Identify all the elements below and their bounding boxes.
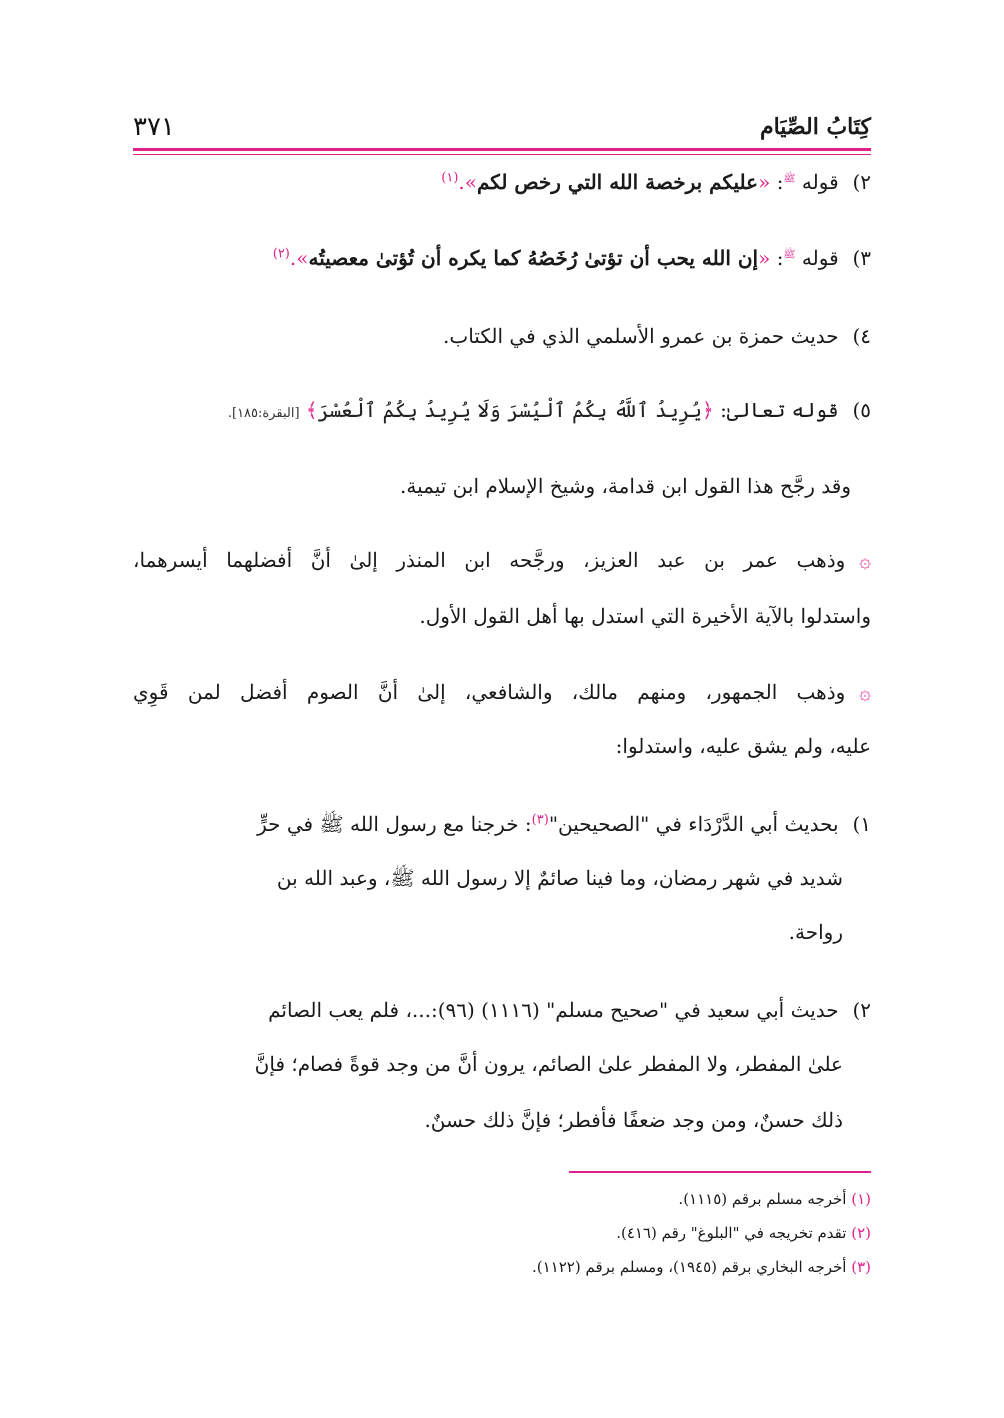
- colon: :: [776, 170, 784, 194]
- footnote-3: [532, 1258, 871, 1276]
- quote-open: «: [758, 170, 771, 194]
- line-text: حديث أبي سعيد في "صحيح مسلم" (١١١٦) (٩٦):...، فلم يعب الصائم: [268, 998, 839, 1022]
- footnote-ref: (٢): [272, 246, 290, 262]
- item-lead: قوله: [801, 170, 839, 194]
- header-rule-thick: [133, 148, 871, 151]
- list-item-4: [443, 324, 871, 348]
- item-number: ٣): [852, 246, 871, 270]
- list-item-2: [441, 170, 871, 194]
- item-number: ٥): [852, 398, 871, 422]
- paragraph-majority-line1: [133, 680, 871, 704]
- evidence-2-line1: [268, 998, 871, 1022]
- paragraph-second-view-line1: [133, 548, 871, 572]
- colon: :: [776, 246, 784, 270]
- footnote-separator: [569, 1171, 871, 1173]
- footnote-1: [678, 1190, 871, 1208]
- paragraph-preference: وقد رجَّح هذا القول ابن قدامة، وشيخ الإسلام ابن تيمية.: [400, 474, 851, 498]
- quote-close: ».: [458, 170, 477, 194]
- item-text: حديث حمزة بن عمرو الأسلمي الذي في الكتاب.: [443, 324, 839, 348]
- line-text: : خرجنا مع رسول الله ﷺ في حرٍّ: [257, 812, 532, 836]
- item-number: ٢): [852, 998, 871, 1022]
- quran-verse: يُرِيدُ ٱللَّهُ بِكُمُ ٱلْيُسْرَ وَلَا يُرِيدُ بِكُمُ ٱلْعُسْرَ: [317, 398, 702, 422]
- ornament-bullet-icon: ۞: [859, 680, 871, 704]
- quran-bracket-open: ﴿: [701, 398, 714, 422]
- book-title: كِتَابُ الصِّيَام: [759, 114, 871, 140]
- footnote-number: (٢): [851, 1224, 871, 1242]
- hadith-text: إن الله يحب أن تؤتىٰ رُخَصُهُ كما يكره أن تُؤتىٰ معصيتُه: [308, 246, 759, 270]
- line-text: وذهب عمر بن عبد العزيز، ورجَّحه ابن المنذر إلىٰ أنَّ أفضلهما أيسرهما،: [133, 548, 846, 572]
- header-rule-thin: [133, 154, 871, 155]
- item-number: ٢): [852, 170, 871, 194]
- quran-bracket-close: ﴾: [305, 398, 318, 422]
- quote-close: ».: [289, 246, 309, 270]
- footnote-ref: (١): [441, 170, 459, 186]
- list-item-3: [273, 246, 871, 270]
- evidence-1-line2: شديد في شهر رمضان، وما فينا صائمٌ إلا رسول الله ﷺ، وعبد الله بن: [276, 866, 843, 890]
- paragraph-second-view-line2: واستدلوا بالآية الأخيرة التي استدل بها أهل القول الأول.: [419, 604, 871, 628]
- footnote-text: أخرجه البخاري برقم (١٩٤٥)، ومسلم برقم (١١٢٢).: [531, 1258, 847, 1276]
- evidence-2-line3: ذلك حسنٌ، ومن وجد ضعفًا فأفطر؛ فإنَّ ذلك حسنٌ.: [424, 1108, 843, 1132]
- footnote-text: أخرجه مسلم برقم (١١١٥).: [678, 1190, 847, 1208]
- footnote-ref: (٣): [531, 812, 549, 828]
- evidence-1-line3: رواحة.: [788, 920, 843, 944]
- item-number: ٤): [852, 324, 871, 348]
- footnote-number: (١): [851, 1190, 871, 1208]
- honorific-glyph: ﷺ: [783, 173, 796, 185]
- quote-open: «: [758, 246, 771, 270]
- running-header: [133, 108, 871, 148]
- paragraph-majority-line2: عليه، ولم يشق عليه، واستدلوا:: [615, 734, 871, 758]
- item-lead: قوله: [801, 246, 839, 270]
- list-item-5: [228, 398, 871, 422]
- ornament-bullet-icon: ۞: [859, 548, 871, 572]
- footnote-2: [616, 1224, 871, 1242]
- footnote-text: تقدم تخريجه في "البلوغ" رقم (٤١٦).: [616, 1224, 847, 1242]
- line-text: وذهب الجمهور، ومنهم مالك، والشافعي، إلىٰ أنَّ الصوم أفضل لمن قَوِي: [133, 680, 846, 704]
- item-lead: قوله تعالىٰ:: [720, 398, 839, 422]
- verse-reference: [البقرة:١٨٥].: [227, 406, 300, 421]
- evidence-1-line1: [257, 812, 871, 841]
- evidence-2-line2: علىٰ المفطر، ولا المفطر علىٰ الصائم، يرون أنَّ من وجد قوةً فصام؛ فإنَّ: [254, 1052, 843, 1076]
- hadith-text: عليكم برخصة الله التي رخص لكم: [476, 170, 759, 194]
- footnote-number: (٣): [851, 1258, 871, 1276]
- line-text: بحديث أبي الدَّرْدَاء في "الصحيحين": [548, 812, 839, 836]
- item-number: ١): [852, 812, 871, 836]
- honorific-glyph: ﷺ: [783, 249, 796, 261]
- page-number: ٣٧١: [133, 112, 175, 142]
